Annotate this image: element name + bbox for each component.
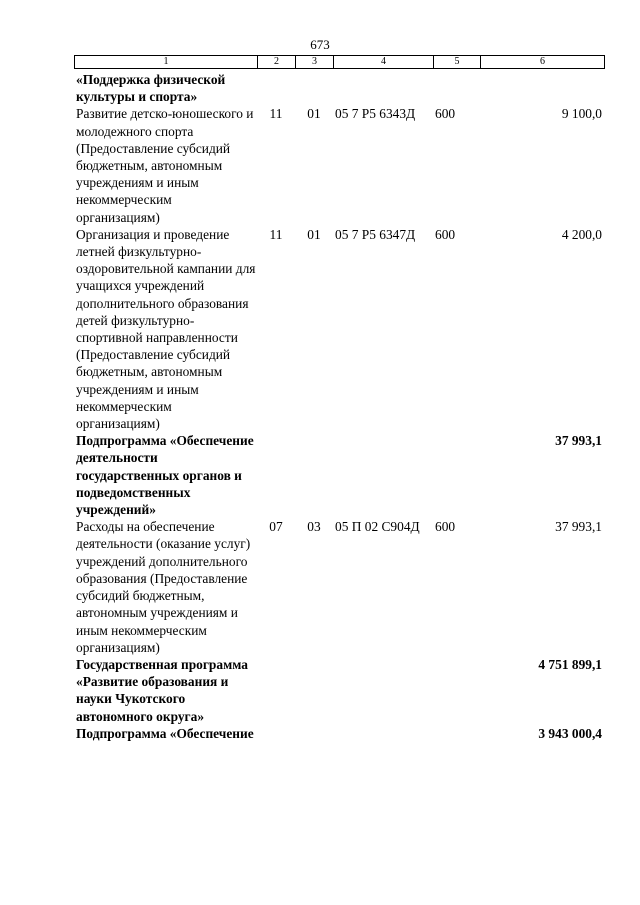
row-amount: 3 943 000,4 (538, 725, 602, 741)
row-target-code (333, 725, 433, 742)
row-amount: 4 200,0 (561, 226, 602, 242)
column-number-3: 3 (296, 56, 334, 69)
row-amount: 37 993,1 (555, 433, 602, 449)
row-name: «Поддержка физической культуры и спорта» (76, 72, 226, 105)
column-number-1: 1 (75, 56, 258, 69)
column-number-2: 2 (258, 56, 296, 69)
row-section: 11 (269, 226, 283, 242)
row-name: Подпрограмма «Обеспечение (76, 725, 254, 741)
table-row (74, 432, 604, 518)
row-expense-type: 600 (435, 226, 456, 242)
row-target-code (333, 656, 433, 725)
column-number-5: 5 (434, 56, 481, 69)
row-section (257, 656, 295, 725)
row-target-code: 05 П 02 С904Д (335, 519, 420, 535)
table-row (74, 656, 604, 725)
column-header-table (74, 55, 605, 69)
row-subsection (295, 656, 333, 725)
row-expense-type (433, 656, 480, 725)
table-row (74, 518, 604, 656)
table-row (74, 105, 604, 225)
row-name: Организация и проведение летней физкультурно-оздоровительной кампании для учащихся учреждений дополнительного образования детей физкультурно-спортивной направленности (Предоставление субсидий бюджетным, автономным учреждениям и иным некоммерческим организациям) (76, 226, 256, 432)
row-target-code: 05 7 Р5 6347Д (335, 226, 416, 242)
row-name: Расходы на обеспечение деятельности (оказание услуг) учреждений дополнительного образования (Предоставление субсидий бюджетным, автономным учреждениям и иным некоммерческим организациям) (76, 519, 251, 655)
row-section (257, 71, 295, 105)
table-row (74, 725, 604, 742)
table-row (74, 226, 604, 432)
row-target-code (333, 71, 433, 105)
row-subsection: 03 (307, 519, 321, 535)
column-header-row (75, 56, 605, 69)
column-number-4: 4 (334, 56, 434, 69)
table-row (74, 71, 604, 105)
row-section (257, 432, 295, 518)
row-target-code: 05 7 Р5 6343Д (335, 106, 416, 122)
row-name: Государственная программа «Развитие образования и науки Чукотского автономного округа» (76, 656, 248, 724)
row-expense-type (433, 432, 480, 518)
row-subsection (295, 725, 333, 742)
row-expense-type: 600 (435, 519, 456, 535)
row-amount (480, 71, 604, 105)
row-target-code (333, 432, 433, 518)
row-subsection (295, 71, 333, 105)
row-expense-type (433, 71, 480, 105)
row-expense-type (433, 725, 480, 742)
row-section: 11 (269, 106, 283, 122)
row-name: Подпрограмма «Обеспечение деятельности государственных органов и подведомственных учреждений» (76, 433, 254, 518)
row-subsection: 01 (307, 106, 321, 122)
page-number: 673 (310, 37, 330, 52)
row-name: Развитие детско-юношеского и молодежного спорта (Предоставление субсидий бюджетным, автономным учреждениям и иным некоммерческим организациям) (76, 106, 254, 225)
budget-table (74, 71, 604, 742)
row-section (257, 725, 295, 742)
row-expense-type: 600 (435, 106, 456, 122)
row-amount: 9 100,0 (561, 106, 602, 122)
row-amount: 37 993,1 (555, 519, 602, 535)
row-subsection (295, 432, 333, 518)
row-subsection: 01 (307, 226, 321, 242)
row-section: 07 (269, 519, 283, 535)
row-amount: 4 751 899,1 (538, 656, 602, 672)
column-number-6: 6 (481, 56, 605, 69)
